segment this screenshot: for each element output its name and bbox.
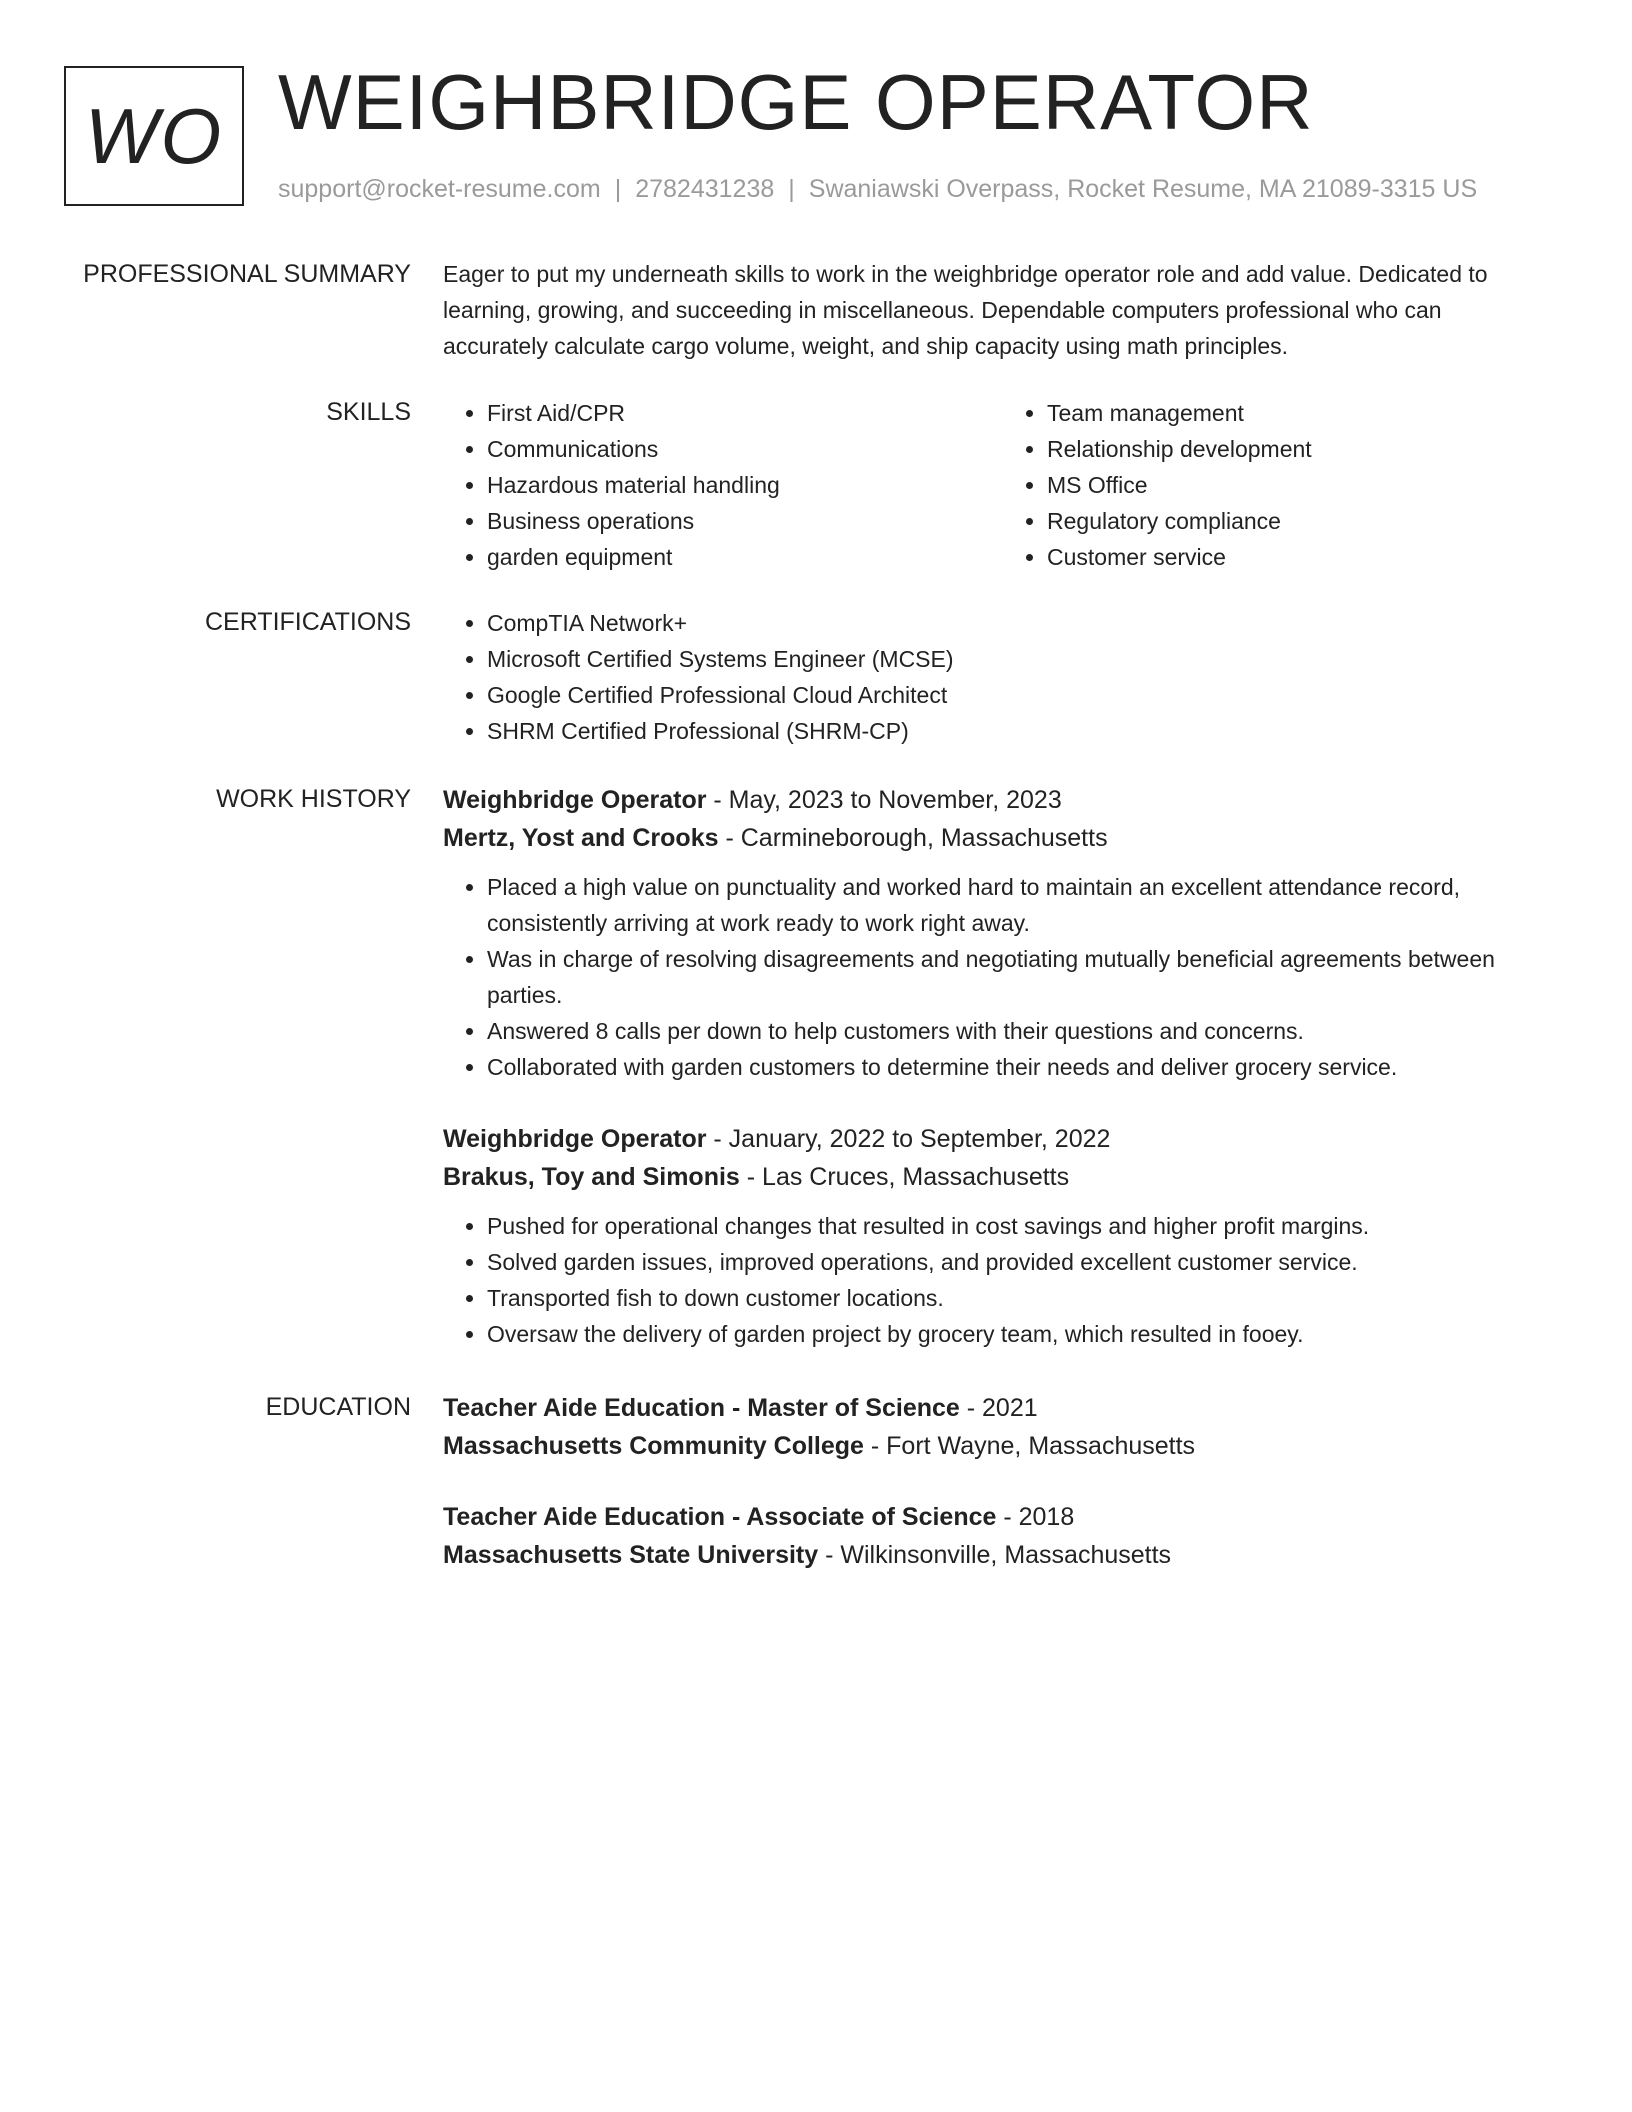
skill-item: • MS Office	[1047, 467, 1543, 503]
summary-text: Eager to put my underneath skills to work in the weighbridge operator role and add value. Dedicated to learning, growing, and succeeding in miscellaneous. Dependable computers professional who can accurately calculate cargo volume, weight, and ship capacity using math principles.	[443, 261, 1488, 359]
skill-item: • Relationship development	[1047, 431, 1543, 467]
section-label-education: EDUCATION	[265, 1393, 411, 1421]
job-title: Weighbridge Operator	[443, 786, 707, 814]
section-label-certifications: CERTIFICATIONS	[204, 608, 411, 636]
education-degree-line	[443, 1498, 1543, 1536]
education-location: - Wilkinsonville, Massachusetts	[818, 1541, 1172, 1569]
certifications-section	[443, 605, 1543, 749]
certification-item: • Microsoft Certified Systems Engineer (MCSE)	[487, 641, 1543, 677]
contact-address: Swaniawski Overpass, Rocket Resume, MA 21089-3315 US	[808, 175, 1478, 203]
education-year: - 2018	[996, 1503, 1075, 1531]
education-degree: Teacher Aide Education - Associate of Science	[443, 1503, 997, 1531]
skills-list-left	[443, 395, 983, 575]
job-dates: - January, 2022 to September, 2022	[706, 1125, 1111, 1153]
job-company: Brakus, Toy and Simonis	[443, 1163, 740, 1191]
job-title-line	[443, 1120, 1543, 1158]
skills-section	[443, 395, 1543, 575]
certification-item: • Google Certified Professional Cloud Architect	[487, 677, 1543, 713]
certification-item: • CompTIA Network+	[487, 605, 1543, 641]
education-entry	[443, 1498, 1543, 1574]
job-location: - Las Cruces, Massachusetts	[739, 1163, 1070, 1191]
skill-item: • Customer service	[1047, 539, 1543, 575]
job-entry	[443, 1120, 1543, 1352]
job-company: Mertz, Yost and Crooks	[443, 824, 719, 852]
skill-item: • Hazardous material handling	[487, 467, 983, 503]
job-company-line	[443, 1158, 1543, 1196]
job-location: - Carmineborough, Massachusetts	[718, 824, 1108, 852]
section-label-work-history: WORK HISTORY	[216, 785, 411, 813]
certifications-list	[443, 605, 1543, 749]
education-degree-line	[443, 1389, 1543, 1427]
contact-separator: |	[614, 175, 622, 203]
job-bullet: • Answered 8 calls per down to help customers with their questions and concerns.	[487, 1013, 1543, 1049]
skill-item: • Communications	[487, 431, 983, 467]
job-bullet: • Oversaw the delivery of garden project by grocery team, which resulted in fooey.	[487, 1316, 1543, 1352]
job-entry	[443, 781, 1543, 1085]
job-company-line	[443, 819, 1543, 857]
job-bullet: • Pushed for operational changes that resulted in cost savings and higher profit margins.	[487, 1208, 1543, 1244]
skill-item: • Business operations	[487, 503, 983, 539]
job-bullets	[443, 1208, 1543, 1352]
job-bullet: • Collaborated with garden customers to determine their needs and deliver grocery service.	[487, 1049, 1543, 1085]
skill-item: • First Aid/CPR	[487, 395, 983, 431]
page-title: WEIGHBRIDGE OPERATOR	[278, 58, 1314, 146]
section-label-summary: PROFESSIONAL SUMMARY	[83, 260, 411, 288]
job-dates: - May, 2023 to November, 2023	[706, 786, 1062, 814]
job-title-line	[443, 781, 1543, 819]
monogram-text: WO	[84, 91, 224, 180]
contact-separator: |	[788, 175, 795, 203]
education-location: - Fort Wayne, Massachusetts	[863, 1432, 1196, 1460]
job-bullets	[443, 869, 1543, 1085]
education-school-line	[443, 1536, 1543, 1574]
job-bullet: • Solved garden issues, improved operations, and provided excellent customer service.	[487, 1244, 1543, 1280]
education-entry	[443, 1389, 1543, 1465]
education-school-line	[443, 1427, 1543, 1465]
job-bullet: • Placed a high value on punctuality and worked hard to maintain an excellent attendance record, consistently arriving at work ready to work right away.	[487, 869, 1543, 941]
certification-item: • SHRM Certified Professional (SHRM-CP)	[487, 713, 1543, 749]
contact-phone[interactable]: 2782431238	[635, 175, 775, 203]
education-degree: Teacher Aide Education - Master of Science	[443, 1394, 960, 1422]
job-title: Weighbridge Operator	[443, 1125, 707, 1153]
skill-item: • Team management	[1047, 395, 1543, 431]
skills-list-right	[983, 395, 1543, 575]
monogram-logo	[64, 66, 244, 206]
job-bullet: • Transported fish to down customer locations.	[487, 1280, 1543, 1316]
skill-item: • garden equipment	[487, 539, 983, 575]
section-label-skills: SKILLS	[326, 398, 411, 426]
job-bullet: • Was in charge of resolving disagreements and negotiating mutually beneficial agreements between parties.	[487, 941, 1543, 1013]
education-year: - 2021	[959, 1394, 1038, 1422]
skill-item: • Regulatory compliance	[1047, 503, 1543, 539]
contact-email[interactable]: support@rocket-resume.com	[278, 175, 601, 203]
contact-line	[278, 172, 1477, 206]
education-school: Massachusetts State University	[443, 1541, 819, 1569]
education-school: Massachusetts Community College	[443, 1432, 864, 1460]
